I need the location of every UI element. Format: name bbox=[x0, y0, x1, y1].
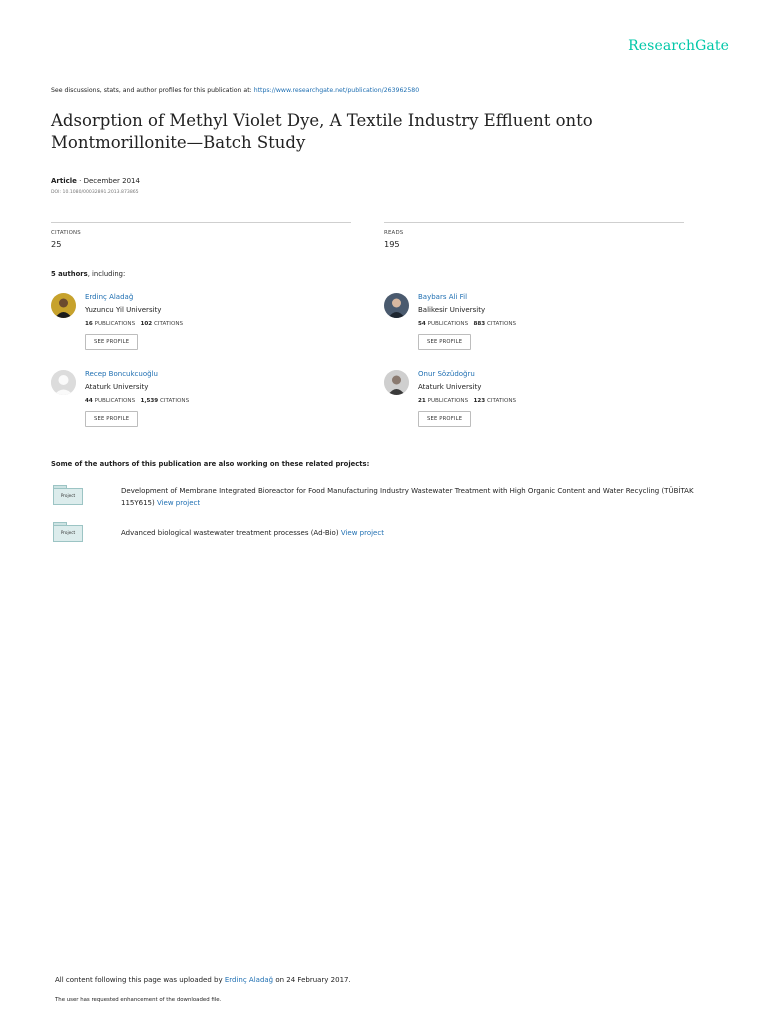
see-profile-button[interactable]: SEE PROFILE bbox=[418, 411, 471, 427]
citations-value: 25 bbox=[51, 239, 62, 249]
publication-doi: DOI: 10.1080/00032891.2013.873865 bbox=[51, 190, 139, 195]
author-stats bbox=[85, 320, 183, 328]
author-citations-count: 102 bbox=[140, 321, 153, 327]
project-title: Development of Membrane Integrated Bioreactor for Food Manufacturing Industry Wastewater Treatment with High Organic Content and Water Recycling (TÜBİTAK 115Y615) bbox=[121, 487, 694, 507]
author-stats bbox=[418, 397, 516, 405]
project-folder-icon[interactable] bbox=[53, 522, 83, 542]
author-publications-label: PUBLICATIONS bbox=[425, 321, 469, 327]
publication-meta bbox=[51, 177, 140, 185]
author-publications-count: 16 bbox=[85, 321, 93, 327]
citations-label: CITATIONS bbox=[51, 230, 81, 236]
author-name-link[interactable]: Recep Boncukcuoğlu bbox=[85, 370, 158, 378]
author-publications-label: PUBLICATIONS bbox=[92, 398, 136, 404]
upload-footer bbox=[55, 976, 351, 984]
uploader-link[interactable]: Erdinç Aladağ bbox=[224, 976, 274, 984]
project-icon-label: Project bbox=[60, 530, 76, 535]
author-citations-count: 1,539 bbox=[140, 398, 159, 404]
citations-stat bbox=[51, 222, 351, 249]
author-institution: Ataturk University bbox=[418, 383, 482, 391]
author-photo-icon bbox=[384, 370, 409, 395]
publication-date: · December 2014 bbox=[76, 177, 140, 185]
reads-value: 195 bbox=[384, 239, 400, 249]
view-project-link[interactable]: View project bbox=[340, 529, 384, 537]
researchgate-logo[interactable]: ResearchGate bbox=[628, 38, 729, 54]
author-publications-label: PUBLICATIONS bbox=[425, 398, 469, 404]
publication-title: Adsorption of Methyl Violet Dye, A Textile Industry Effluent onto Montmorillonite—Batch Study bbox=[51, 111, 593, 152]
author-citations-label: CITATIONS bbox=[485, 398, 517, 404]
author-citations-count: 883 bbox=[473, 321, 486, 327]
author-stats bbox=[418, 320, 516, 328]
author-publications-label: PUBLICATIONS bbox=[92, 321, 136, 327]
project-icon-label: Project bbox=[60, 493, 76, 498]
publication-type: Article bbox=[51, 177, 77, 185]
project-description bbox=[121, 485, 711, 509]
author-publications-count: 21 bbox=[418, 398, 426, 404]
reads-stat bbox=[384, 222, 684, 249]
author-citations-label: CITATIONS bbox=[485, 321, 517, 327]
author-photo-icon bbox=[384, 293, 409, 318]
see-profile-button[interactable]: SEE PROFILE bbox=[85, 334, 138, 350]
footer-suffix: on 24 February 2017. bbox=[273, 976, 351, 984]
see-profile-button[interactable]: SEE PROFILE bbox=[418, 334, 471, 350]
author-avatar[interactable] bbox=[51, 370, 76, 395]
author-institution: Balikesir University bbox=[418, 306, 486, 314]
footer-prefix: All content following this page was uploaded by bbox=[55, 976, 225, 984]
author-name-link[interactable]: Onur Sözüdoğru bbox=[418, 370, 475, 378]
author-avatar[interactable] bbox=[384, 293, 409, 318]
authors-count: 5 authors bbox=[51, 270, 88, 278]
author-institution: Yuzuncu Yil University bbox=[85, 306, 162, 314]
project-title: Advanced biological wastewater treatment processes (Ad-Bio) bbox=[121, 529, 341, 537]
author-citations-label: CITATIONS bbox=[152, 321, 184, 327]
author-name-link[interactable]: Baybars Ali Fil bbox=[418, 293, 468, 301]
reads-label: READS bbox=[384, 230, 404, 236]
author-stats bbox=[85, 397, 189, 405]
view-project-link[interactable]: View project bbox=[156, 499, 201, 507]
enhancement-note: The user has requested enhancement of the downloaded file. bbox=[55, 997, 222, 1003]
author-institution: Ataturk University bbox=[85, 383, 149, 391]
author-publications-count: 54 bbox=[418, 321, 426, 327]
default-avatar-icon bbox=[51, 370, 76, 395]
author-citations-count: 123 bbox=[473, 398, 486, 404]
author-citations-label: CITATIONS bbox=[158, 398, 190, 404]
project-folder-icon[interactable] bbox=[53, 485, 83, 505]
authors-header bbox=[51, 270, 125, 278]
author-avatar[interactable] bbox=[51, 293, 76, 318]
author-avatar[interactable] bbox=[384, 370, 409, 395]
publication-url-link[interactable]: https://www.researchgate.net/publication/263962580 bbox=[253, 87, 420, 94]
authors-suffix: , including: bbox=[87, 270, 126, 278]
see-profile-button[interactable]: SEE PROFILE bbox=[85, 411, 138, 427]
project-description bbox=[121, 527, 711, 539]
related-projects-header: Some of the authors of this publication are also working on these related projects: bbox=[51, 460, 370, 468]
discussion-prefix: See discussions, stats, and author profiles for this publication at: bbox=[51, 87, 254, 94]
author-publications-count: 44 bbox=[85, 398, 93, 404]
author-name-link[interactable]: Erdinç Aladağ bbox=[85, 293, 134, 301]
author-photo-icon bbox=[51, 293, 76, 318]
discussion-line bbox=[51, 87, 419, 94]
